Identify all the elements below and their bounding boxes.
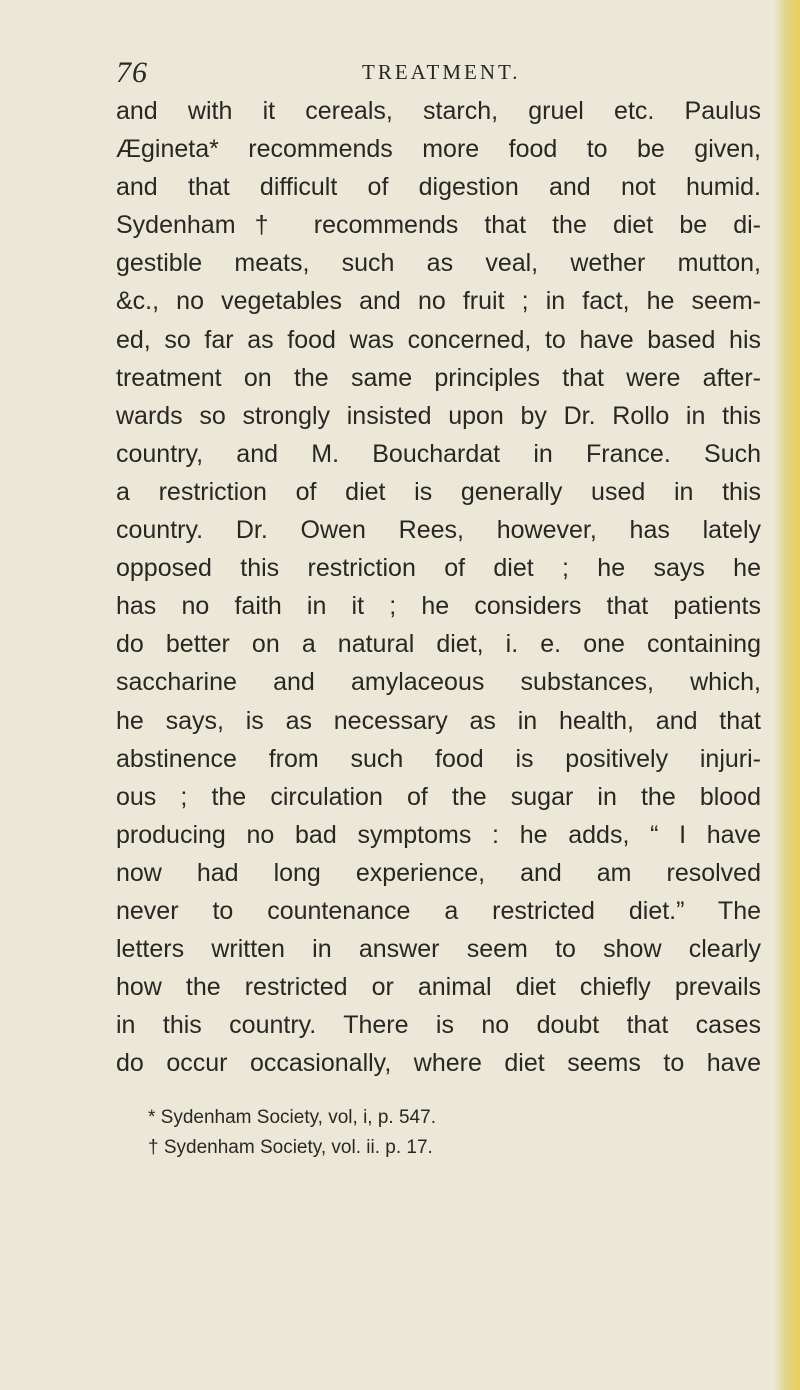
text-line: ous ; the circulation of the sugar in the blood: [116, 782, 761, 811]
text-line: opposed this restriction of diet ; he says he: [116, 554, 761, 583]
text-line: Sydenham† recommends that the diet be di-: [116, 211, 761, 240]
text-line: producing no bad symptoms : he adds, “ I have: [116, 820, 761, 849]
footnotes: [148, 1103, 436, 1163]
footnote-sydenham-vol-1: * Sydenham Society, vol, i, p. 547.: [148, 1107, 436, 1128]
page-edge: [774, 0, 800, 1390]
text-line: saccharine and amylaceous substances, which,: [116, 668, 761, 697]
text-line: gestible meats, such as veal, wether mutton,: [116, 249, 761, 278]
text-line: and with it cereals, starch, gruel etc. Paulus: [116, 97, 761, 125]
text-line: country. Dr. Owen Rees, however, has lately: [116, 516, 761, 545]
text-line: wards so strongly insisted upon by Dr. Rollo in this: [116, 401, 761, 430]
text-line: and that difficult of digestion and not humid.: [116, 173, 761, 202]
text-line: ed, so far as food was concerned, to have based his: [116, 325, 761, 354]
text-line: do better on a natural diet, i. e. one containing: [116, 630, 761, 659]
text-line: do occur occasionally, where diet seems to have: [116, 1049, 761, 1078]
text-line: he says, is as necessary as in health, and that: [116, 706, 761, 735]
text-line: Ægineta* recommends more food to be given,: [116, 135, 761, 164]
text-line: has no faith in it ; he considers that patients: [116, 592, 761, 621]
text-line: a restriction of diet is generally used in this: [116, 477, 761, 506]
text-line: how the restricted or animal diet chiefly prevails: [116, 973, 761, 1002]
running-title: TREATMENT.: [362, 60, 521, 84]
body-text: [116, 92, 761, 1082]
text-line: now had long experience, and am resolved: [116, 858, 761, 887]
text-line: country, and M. Bouchardat in France. Such: [116, 439, 761, 468]
running-head: [116, 56, 716, 96]
text-line: in this country. There is no doubt that cases: [116, 1011, 761, 1040]
page-number: 76: [116, 56, 148, 89]
text-line: &c., no vegetables and no fruit ; in fact, he seem-: [116, 287, 761, 316]
text-line: never to countenance a restricted diet.” The: [116, 896, 761, 925]
text-line: treatment on the same principles that were after-: [116, 363, 761, 392]
footnote-sydenham-vol-2: † Sydenham Society, vol. ii. p. 17.: [148, 1137, 433, 1158]
text-line: letters written in answer seem to show clearly: [116, 935, 761, 964]
text-line: abstinence from such food is positively injuri-: [116, 744, 761, 773]
